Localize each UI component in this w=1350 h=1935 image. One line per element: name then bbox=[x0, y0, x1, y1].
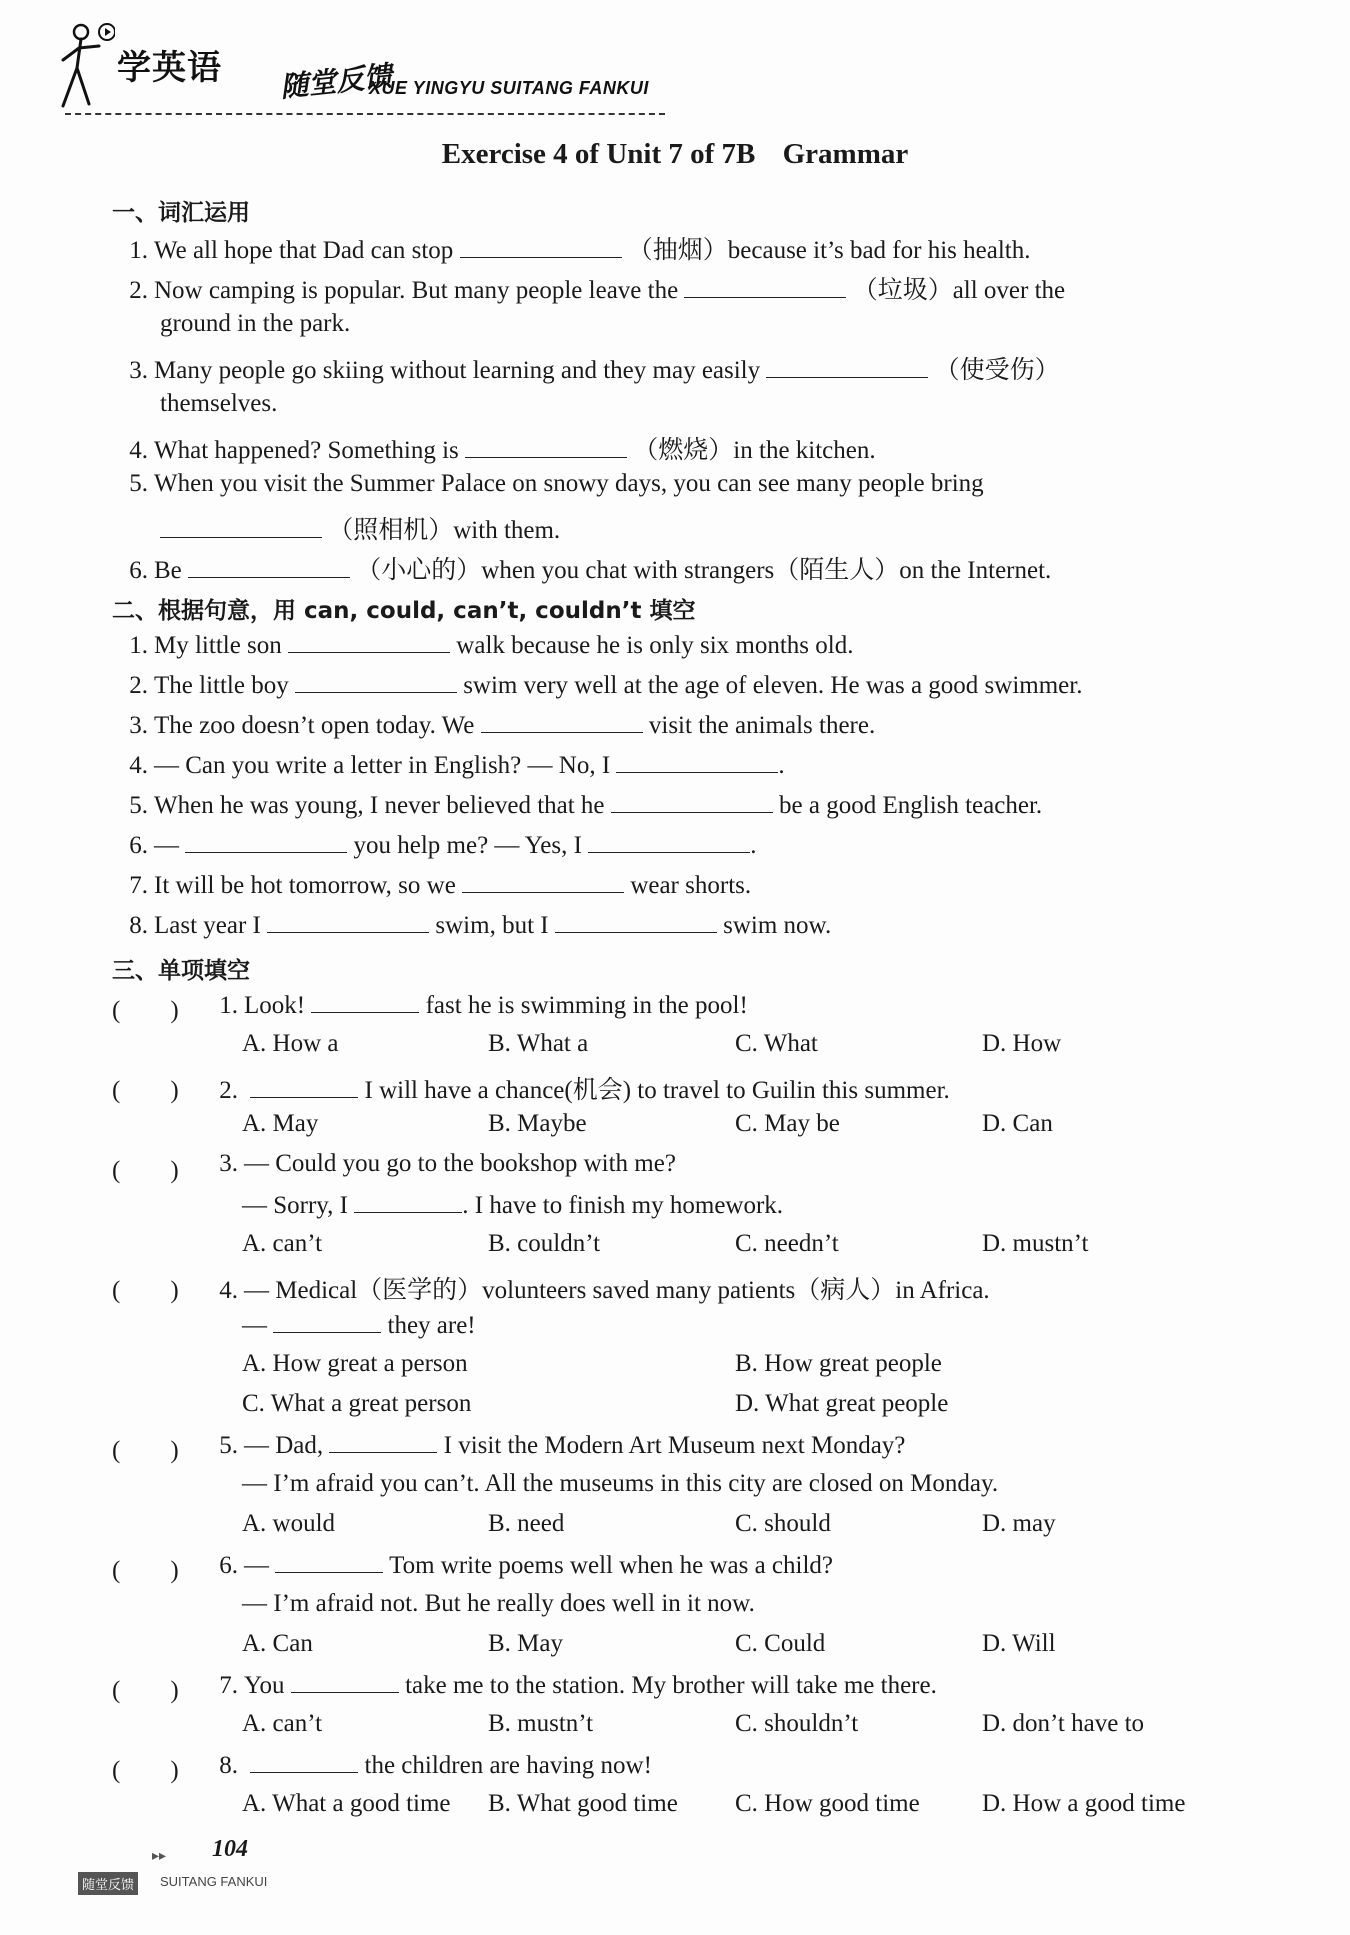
logo-chinese-title: 学英语 bbox=[117, 48, 222, 88]
option-b[interactable]: B. May bbox=[488, 1630, 563, 1657]
option-a[interactable]: A. would bbox=[242, 1510, 336, 1537]
option-d[interactable]: D. don’t have to bbox=[982, 1710, 1145, 1737]
item-text: Many people go skiing without learning and they may easily bbox=[154, 357, 761, 384]
item-text: swim now. bbox=[723, 912, 832, 939]
option-b[interactable]: B. need bbox=[488, 1510, 565, 1537]
logo-pinyin: XUE YINGYU SUITANG FANKUI bbox=[369, 78, 649, 98]
s3-question-4-line2 bbox=[242, 1310, 476, 1340]
option-d[interactable]: D. Can bbox=[982, 1110, 1053, 1137]
option-a[interactable]: A. May bbox=[242, 1110, 319, 1137]
s3-question-5 bbox=[208, 1430, 905, 1460]
header-logo bbox=[55, 18, 675, 113]
section3-heading: 三、单项填空 bbox=[112, 958, 250, 984]
item-number: 2. bbox=[129, 277, 148, 304]
item-text: swim very well at the age of eleven. He was a good swimmer. bbox=[463, 672, 1083, 699]
answer-blank[interactable] bbox=[354, 1190, 462, 1213]
option-d[interactable]: D. How a good time bbox=[982, 1790, 1186, 1817]
item-text: Now camping is popular. But many people leave the bbox=[154, 277, 679, 304]
item-text: What happened? Something is bbox=[154, 437, 459, 464]
s2-item-5 bbox=[118, 790, 1042, 820]
option-c[interactable]: C. How good time bbox=[735, 1790, 920, 1817]
item-number: 8. bbox=[129, 912, 148, 939]
answer-bracket[interactable]: ( ) bbox=[112, 1677, 179, 1704]
answer-blank[interactable] bbox=[462, 870, 624, 893]
s1-item-6 bbox=[118, 550, 1051, 586]
answer-blank[interactable] bbox=[250, 1750, 358, 1773]
answer-blank[interactable] bbox=[185, 830, 347, 853]
answer-blank[interactable] bbox=[481, 710, 643, 733]
item-text: . I have to finish my homework. bbox=[462, 1192, 784, 1219]
s3-question-6-line2: — I’m afraid not. But he really does well in it now. bbox=[242, 1590, 755, 1617]
option-c[interactable]: C. What a great person bbox=[242, 1390, 472, 1417]
option-b[interactable]: B. How great people bbox=[735, 1350, 942, 1377]
answer-bracket[interactable]: ( ) bbox=[112, 997, 179, 1024]
item-text: When he was young, I never believed that he bbox=[154, 792, 605, 819]
answer-blank[interactable] bbox=[460, 235, 622, 258]
item-text: The zoo doesn’t open today. We bbox=[154, 712, 475, 739]
s3-question-6 bbox=[208, 1550, 833, 1580]
answer-blank[interactable] bbox=[295, 670, 457, 693]
option-c[interactable]: C. needn’t bbox=[735, 1230, 839, 1257]
s3-question-3-line2 bbox=[242, 1190, 783, 1220]
item-number: 2. bbox=[219, 1077, 238, 1104]
s2-item-6 bbox=[118, 830, 756, 860]
item-text: — Could you go to the bookshop with me? bbox=[244, 1150, 676, 1177]
item-number: 8. bbox=[219, 1752, 238, 1779]
item-text: visit the animals there. bbox=[648, 712, 876, 739]
s2-item-3 bbox=[118, 710, 875, 740]
item-text: — Sorry, I bbox=[242, 1192, 349, 1219]
s2-item-8 bbox=[118, 910, 831, 940]
item-number: 4. bbox=[219, 1277, 238, 1304]
answer-bracket[interactable]: ( ) bbox=[112, 1757, 179, 1784]
s1-item-5 bbox=[118, 470, 984, 498]
answer-blank[interactable] bbox=[188, 555, 350, 578]
answer-blank[interactable] bbox=[291, 1670, 399, 1693]
s3-question-2 bbox=[208, 1070, 950, 1106]
item-number: 2. bbox=[129, 672, 148, 699]
item-text: — bbox=[242, 1312, 267, 1339]
item-text: the children are having now! bbox=[364, 1752, 652, 1779]
s1-item-4 bbox=[118, 430, 876, 466]
s3-question-8 bbox=[208, 1750, 652, 1780]
s2-item-4 bbox=[118, 750, 785, 780]
answer-blank[interactable] bbox=[250, 1075, 358, 1098]
answer-blank[interactable] bbox=[273, 1310, 381, 1333]
option-c[interactable]: C. shouldn’t bbox=[735, 1710, 859, 1737]
option-b[interactable]: B. What good time bbox=[488, 1790, 678, 1817]
option-a[interactable]: A. Can bbox=[242, 1630, 313, 1657]
item-text: It will be hot tomorrow, so we bbox=[154, 872, 456, 899]
footer-pinyin: SUITANG FANKUI bbox=[160, 1874, 268, 1889]
option-d[interactable]: D. Will bbox=[982, 1630, 1056, 1657]
option-a[interactable]: A. can’t bbox=[242, 1710, 323, 1737]
option-d[interactable]: D. mustn’t bbox=[982, 1230, 1089, 1257]
item-text: . bbox=[750, 832, 757, 859]
answer-bracket[interactable]: ( ) bbox=[112, 1557, 179, 1584]
item-number: 6. bbox=[129, 832, 148, 859]
title-main: Exercise 4 of Unit 7 of 7B bbox=[441, 138, 756, 170]
answer-blank[interactable] bbox=[684, 275, 846, 298]
s2-item-1 bbox=[118, 630, 853, 660]
item-number: 7. bbox=[219, 1672, 238, 1699]
item-text: — bbox=[244, 1552, 269, 1579]
logo-chinese-subtitle: 随堂反馈 bbox=[278, 59, 394, 104]
title-sub: Grammar bbox=[782, 138, 909, 170]
footer-badge: 随堂反馈 bbox=[78, 1872, 138, 1895]
s1-item-2 bbox=[118, 270, 1065, 306]
option-b[interactable]: B. What a bbox=[488, 1030, 589, 1057]
option-b[interactable]: B. mustn’t bbox=[488, 1710, 594, 1737]
item-number: 5. bbox=[129, 470, 148, 497]
answer-blank[interactable] bbox=[766, 355, 928, 378]
header-divider bbox=[65, 113, 665, 115]
item-number: 3. bbox=[129, 712, 148, 739]
item-number: 1. bbox=[129, 237, 148, 264]
option-a[interactable]: A. can’t bbox=[242, 1230, 323, 1257]
item-text: Look! bbox=[244, 992, 306, 1019]
item-text: — Dad, bbox=[244, 1432, 324, 1459]
item-text: swim, but I bbox=[435, 912, 549, 939]
item-text: （抽烟）because it’s bad for his health. bbox=[627, 237, 1031, 264]
answer-blank[interactable] bbox=[329, 1430, 437, 1453]
option-c[interactable]: C. should bbox=[735, 1510, 831, 1537]
answer-blank[interactable] bbox=[465, 435, 627, 458]
answer-bracket[interactable]: ( ) bbox=[112, 1157, 179, 1184]
item-text: You bbox=[244, 1672, 285, 1699]
option-d[interactable]: D. How bbox=[982, 1030, 1062, 1057]
s1-item-3-cont: themselves. bbox=[160, 390, 278, 417]
item-text: I will have a chance(机会) to travel to Guilin this summer. bbox=[364, 1077, 950, 1104]
item-number: 1. bbox=[219, 992, 238, 1019]
s3-question-5-line2: — I’m afraid you can’t. All the museums in this city are closed on Monday. bbox=[242, 1470, 999, 1497]
option-b[interactable]: B. couldn’t bbox=[488, 1230, 601, 1257]
item-text: Be bbox=[154, 557, 182, 584]
answer-blank[interactable] bbox=[160, 515, 322, 538]
item-text: The little boy bbox=[154, 672, 289, 699]
option-b[interactable]: B. Maybe bbox=[488, 1110, 587, 1137]
option-c[interactable]: C. What bbox=[735, 1030, 818, 1057]
s1-item-5-cont bbox=[160, 510, 560, 546]
student-figure-icon bbox=[55, 18, 115, 113]
item-text: you help me? — Yes, I bbox=[353, 832, 582, 859]
item-text: Tom write poems well when he was a child? bbox=[389, 1552, 834, 1579]
answer-bracket[interactable]: ( ) bbox=[112, 1077, 179, 1104]
option-c[interactable]: C. Could bbox=[735, 1630, 826, 1657]
item-text: （燃烧）in the kitchen. bbox=[633, 437, 876, 464]
item-number: 4. bbox=[129, 437, 148, 464]
s3-question-4 bbox=[208, 1270, 990, 1306]
item-text: they are! bbox=[387, 1312, 476, 1339]
item-text: — bbox=[154, 832, 179, 859]
s2-item-2 bbox=[118, 670, 1082, 700]
answer-blank[interactable] bbox=[288, 630, 450, 653]
s1-item-1 bbox=[118, 230, 1030, 266]
s3-question-7 bbox=[208, 1670, 937, 1700]
item-text: be a good English teacher. bbox=[779, 792, 1043, 819]
item-text: wear shorts. bbox=[630, 872, 752, 899]
double-arrow-icon: ▸▸ bbox=[152, 1849, 167, 1864]
answer-blank[interactable] bbox=[275, 1550, 383, 1573]
item-text: （垃圾）all over the bbox=[852, 277, 1066, 304]
item-number: 3. bbox=[129, 357, 148, 384]
item-text: . bbox=[778, 752, 785, 779]
page-title bbox=[0, 138, 1350, 171]
item-text: take me to the station. My brother will take me there. bbox=[405, 1672, 937, 1699]
item-number: 5. bbox=[129, 792, 148, 819]
item-text: fast he is swimming in the pool! bbox=[425, 992, 748, 1019]
option-d[interactable]: D. may bbox=[982, 1510, 1056, 1537]
s3-question-3 bbox=[208, 1150, 676, 1178]
item-text: walk because he is only six months old. bbox=[456, 632, 854, 659]
item-text: （照相机）with them. bbox=[328, 517, 561, 544]
item-text: When you visit the Summer Palace on snowy days, you can see many people bring bbox=[154, 470, 984, 497]
option-d[interactable]: D. What great people bbox=[735, 1390, 949, 1417]
item-text: （小心的）when you chat with strangers（陌生人）on the Internet. bbox=[356, 557, 1052, 584]
s1-item-3 bbox=[118, 350, 1060, 386]
option-a[interactable]: A. How a bbox=[242, 1030, 339, 1057]
item-text: My little son bbox=[154, 632, 282, 659]
s1-item-2-cont: ground in the park. bbox=[160, 310, 351, 337]
item-text: We all hope that Dad can stop bbox=[154, 237, 454, 264]
section2-heading: 二、根据句意，用 can, could, can’t, couldn’t 填空 bbox=[112, 598, 696, 624]
section1-heading: 一、词汇运用 bbox=[112, 200, 250, 226]
option-c[interactable]: C. May be bbox=[735, 1110, 840, 1137]
item-number: 6. bbox=[129, 557, 148, 584]
answer-bracket[interactable]: ( ) bbox=[112, 1277, 179, 1304]
item-number: 3. bbox=[219, 1150, 238, 1177]
option-a[interactable]: A. What a good time bbox=[242, 1790, 451, 1817]
item-text: — Medical（医学的）volunteers saved many patients（病人）in Africa. bbox=[244, 1277, 990, 1304]
s3-question-1 bbox=[208, 990, 748, 1020]
item-number: 4. bbox=[129, 752, 148, 779]
item-number: 5. bbox=[219, 1432, 238, 1459]
answer-blank[interactable] bbox=[267, 910, 429, 933]
item-text: （使受伤） bbox=[934, 357, 1060, 384]
item-text: Last year I bbox=[154, 912, 261, 939]
answer-blank[interactable] bbox=[616, 750, 778, 773]
item-text: I visit the Modern Art Museum next Monday? bbox=[443, 1432, 906, 1459]
item-number: 7. bbox=[129, 872, 148, 899]
answer-blank[interactable] bbox=[611, 790, 773, 813]
s2-item-7 bbox=[118, 870, 751, 900]
item-number: 6. bbox=[219, 1552, 238, 1579]
item-number: 1. bbox=[129, 632, 148, 659]
answer-bracket[interactable]: ( ) bbox=[112, 1437, 179, 1464]
option-a[interactable]: A. How great a person bbox=[242, 1350, 468, 1377]
item-text: — Can you write a letter in English? — No, I bbox=[154, 752, 611, 779]
answer-blank[interactable] bbox=[311, 990, 419, 1013]
page-number: 104 bbox=[212, 1836, 248, 1862]
answer-blank[interactable] bbox=[555, 910, 717, 933]
answer-blank[interactable] bbox=[588, 830, 750, 853]
